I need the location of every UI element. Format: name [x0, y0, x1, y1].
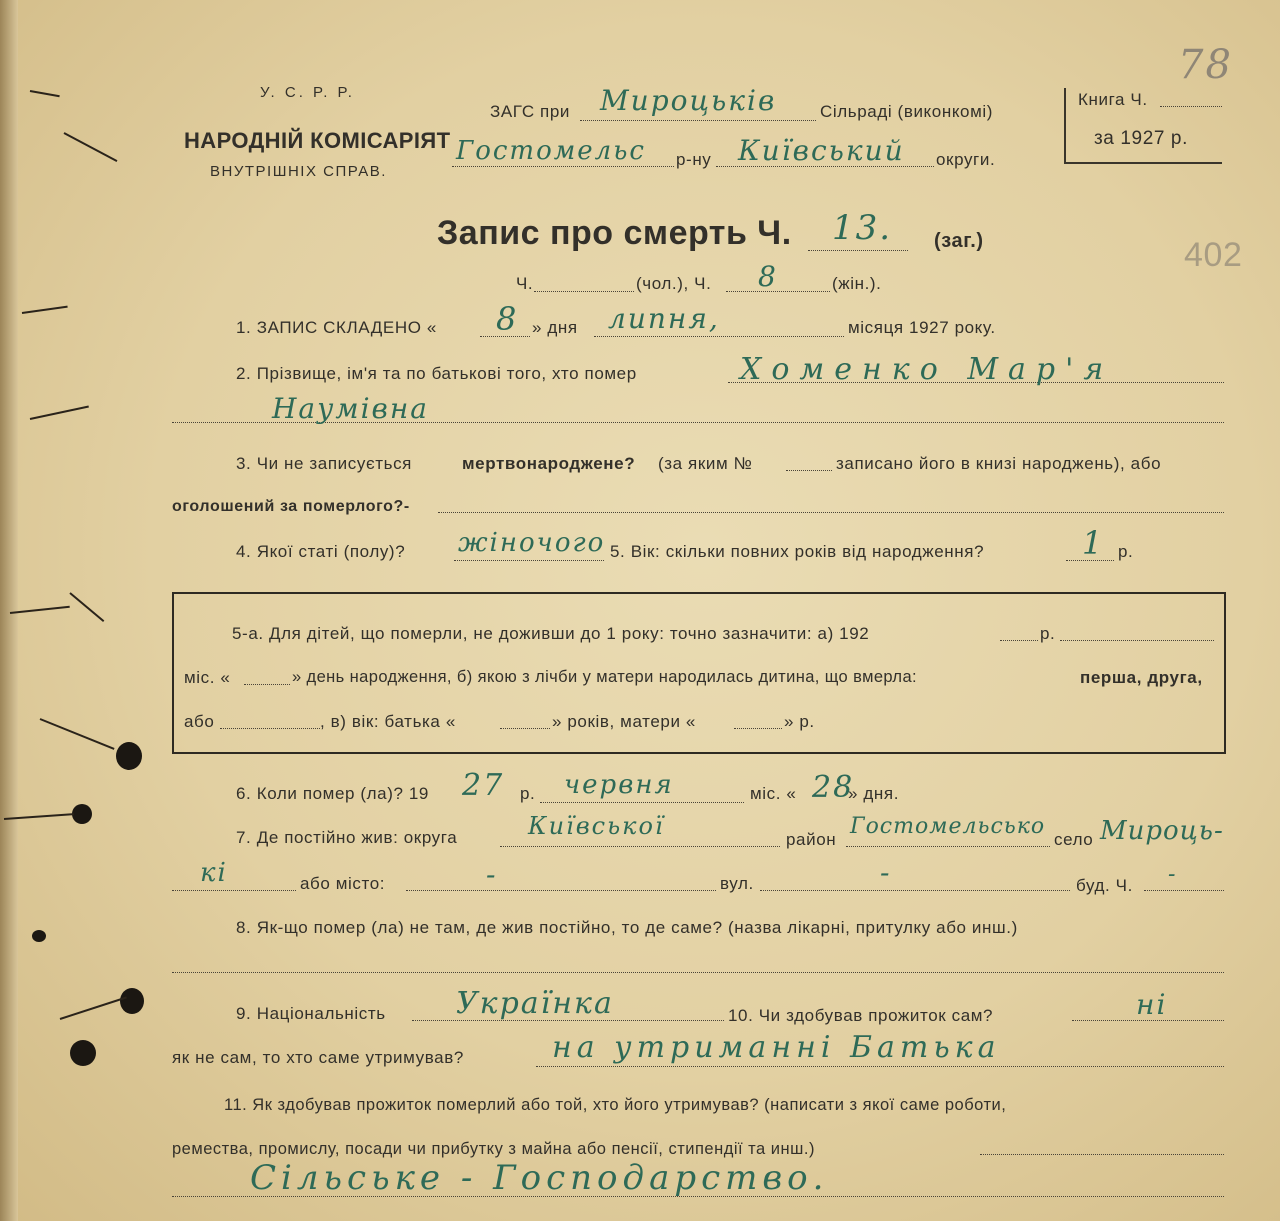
- district-value: Гостомельс: [456, 136, 646, 166]
- crack-9: [30, 90, 60, 97]
- f7-city-line: [406, 890, 716, 891]
- f3-e: оголошений за померлого?-: [172, 498, 410, 515]
- district-line: [452, 166, 674, 167]
- zags-village: Мироцьків: [600, 84, 777, 117]
- council-label: Сільраді (виконкомі): [820, 102, 994, 121]
- f6-label: 6. Коли помер (ла)? 19: [236, 784, 429, 803]
- f6-mis: міс. «: [750, 784, 797, 803]
- book-label: Книга Ч.: [1078, 90, 1148, 109]
- female-label: (жін.).: [832, 274, 882, 293]
- f7-raion-value: Гостомельсько: [850, 814, 1046, 839]
- f5a-line3b: , в) вік: батька «: [320, 712, 456, 731]
- ussr-label: У. С. Р. Р.: [260, 84, 355, 101]
- male-line: [534, 291, 634, 292]
- hole-4: [70, 1040, 96, 1066]
- f6-end: » дня.: [848, 784, 900, 803]
- okrug-suffix: округи.: [936, 150, 996, 169]
- f7-selo: село: [1054, 830, 1094, 849]
- f11-label2: ремества, промислу, посади чи прибутку з майна або пенсії, стипендії та инш.): [172, 1140, 815, 1158]
- f3-c: (за яким №: [658, 454, 753, 473]
- f7-raion: район: [786, 830, 837, 849]
- f10b-label: як не сам, то хто саме утримував?: [172, 1048, 464, 1067]
- f7-selo-value: Мироць-: [1100, 816, 1224, 846]
- okrug-value: Київський: [738, 134, 905, 167]
- f11-line: [172, 1196, 1224, 1197]
- f5-value: 1: [1082, 524, 1105, 562]
- hole-3: [120, 988, 144, 1014]
- f7-house-line: [1144, 890, 1224, 891]
- f6-day: 28: [812, 770, 855, 805]
- f5a-line1: 5-а. Для дітей, що померли, не доживши до 1 року: точно зазначити: а) 192: [232, 624, 870, 643]
- f11-value: Сільське - Господарство.: [250, 1158, 829, 1198]
- f5a-line1-rest: [1060, 640, 1214, 641]
- f8-label: 8. Як-що помер (ла) не там, де жив постійно, то де саме? (назва лікарні, притулку або инш.): [236, 918, 1018, 937]
- hole-1: [116, 742, 142, 770]
- f4-label: 4. Якої статі (полу)?: [236, 542, 406, 561]
- crack-2: [22, 306, 68, 314]
- f6-year: 27: [462, 768, 505, 803]
- f10b-value: на утриманні Батька: [552, 1030, 1001, 1065]
- f1-mid: » дня: [532, 318, 578, 337]
- female-line: [726, 291, 830, 292]
- f5-label: 5. Вік: скільки повних років від народження?: [610, 542, 985, 561]
- female-number: 8: [758, 260, 778, 293]
- crack-1: [64, 132, 118, 162]
- ch-label: Ч.: [516, 274, 534, 293]
- f5a-line2: міс. «: [184, 668, 231, 687]
- f7-label: 7. Де постійно жив: округа: [236, 828, 458, 847]
- book-number: 78: [1178, 42, 1233, 88]
- f2-label: 2. Прізвище, ім'я та по батькові того, хто помер: [236, 364, 637, 383]
- f2-patronymic: Наумівна: [272, 392, 429, 425]
- book-year: за 1927 р.: [1094, 128, 1188, 149]
- f1-month-line: [594, 336, 844, 337]
- f2-name: Хоменко Мар'я: [740, 352, 1114, 387]
- f1-month: липня,: [608, 302, 720, 335]
- f6-month-line: [540, 802, 744, 803]
- commissariat-label: НАРОДНІЙ КОМІСАРІЯТ: [184, 128, 451, 153]
- f4-value: жіночого: [458, 528, 606, 558]
- book-box-bottom: [1064, 162, 1222, 164]
- ministry-label: ВНУТРІШНІХ СПРАВ.: [210, 163, 387, 180]
- f6-month: червня: [564, 770, 674, 800]
- f1-day: 8: [496, 300, 519, 338]
- record-number-line: [808, 250, 908, 251]
- f5a-year-line: [1000, 640, 1038, 641]
- f5a-father-line: [500, 728, 550, 729]
- book-box-left: [1064, 88, 1066, 164]
- f5a-line2c: перша, друга,: [1080, 668, 1203, 687]
- crack-8: [60, 996, 127, 1020]
- f5a-line3: або: [184, 712, 215, 731]
- f7-okrug: Київської: [528, 812, 665, 840]
- f7-house-label: буд. Ч.: [1076, 876, 1133, 895]
- crack-6: [40, 718, 115, 750]
- f7-raion-line: [846, 846, 1050, 847]
- f7-selo-continued: кі: [200, 858, 228, 888]
- f5a-mother-line: [734, 728, 782, 729]
- f5a-other-line: [220, 728, 320, 729]
- district-suffix: р-ну: [676, 150, 712, 169]
- f11-label: 11. Як здобував прожиток померлий або той, хто його утримував? (написати з якої саме роботи,: [224, 1096, 1007, 1114]
- f5a-line2b: » день народження, б) якою з лічби у матери народилась дитина, що вмерла:: [292, 668, 918, 686]
- zags-prefix: ЗАГС при: [490, 102, 571, 121]
- f7-city-label: або місто:: [300, 874, 386, 893]
- f7-street-label: вул.: [720, 874, 754, 893]
- record-number: 13.: [832, 208, 893, 248]
- f7-street-value: -: [880, 856, 892, 889]
- f3-b: мертвонароджене?: [462, 454, 636, 473]
- f3-d: записано його в книзі народжень), або: [836, 454, 1162, 473]
- f10-value: ні: [1136, 988, 1168, 1021]
- male-label: (чол.), Ч.: [636, 274, 712, 293]
- f3-e-line: [438, 512, 1224, 513]
- f4-line: [454, 560, 604, 561]
- f7-selo-cont-line: [172, 890, 296, 891]
- f7-city-value: -: [486, 858, 498, 891]
- f7-okrug-line: [500, 846, 780, 847]
- f6-r: р.: [520, 784, 536, 803]
- f3-number-line: [786, 470, 832, 471]
- f5a-line3d: » р.: [784, 712, 815, 731]
- zags-line: [580, 120, 816, 121]
- f5a-line1b: р.: [1040, 624, 1056, 643]
- hole-5: [32, 930, 46, 942]
- f7-house-value: -: [1168, 862, 1178, 887]
- f10-label: 10. Чи здобував прожиток сам?: [728, 1006, 994, 1025]
- f5-unit: р.: [1118, 542, 1134, 561]
- page-stamp: 402: [1184, 236, 1243, 274]
- f9-label: 9. Національність: [236, 1004, 386, 1023]
- book-line: [1160, 106, 1222, 107]
- f3-a: 3. Чи не записується: [236, 454, 412, 473]
- f1-label: 1. ЗАПИС СКЛАДЕНО «: [236, 318, 437, 337]
- f5a-day-line: [244, 684, 290, 685]
- crack-3: [30, 406, 89, 420]
- f7-street-line: [760, 890, 1070, 891]
- crack-4: [10, 606, 70, 614]
- f1-end: місяця 1927 року.: [848, 318, 996, 337]
- hole-2: [72, 804, 92, 824]
- f8-line: [172, 972, 1224, 973]
- record-title: Запис про смерть Ч.: [437, 214, 792, 252]
- f11-label2-line: [980, 1154, 1224, 1155]
- record-total-label: (заг.): [934, 230, 984, 252]
- f10b-line: [536, 1066, 1224, 1067]
- f9-value: Українка: [456, 986, 614, 1021]
- crack-5: [69, 592, 104, 622]
- f5a-line3c: » років, матери «: [552, 712, 696, 731]
